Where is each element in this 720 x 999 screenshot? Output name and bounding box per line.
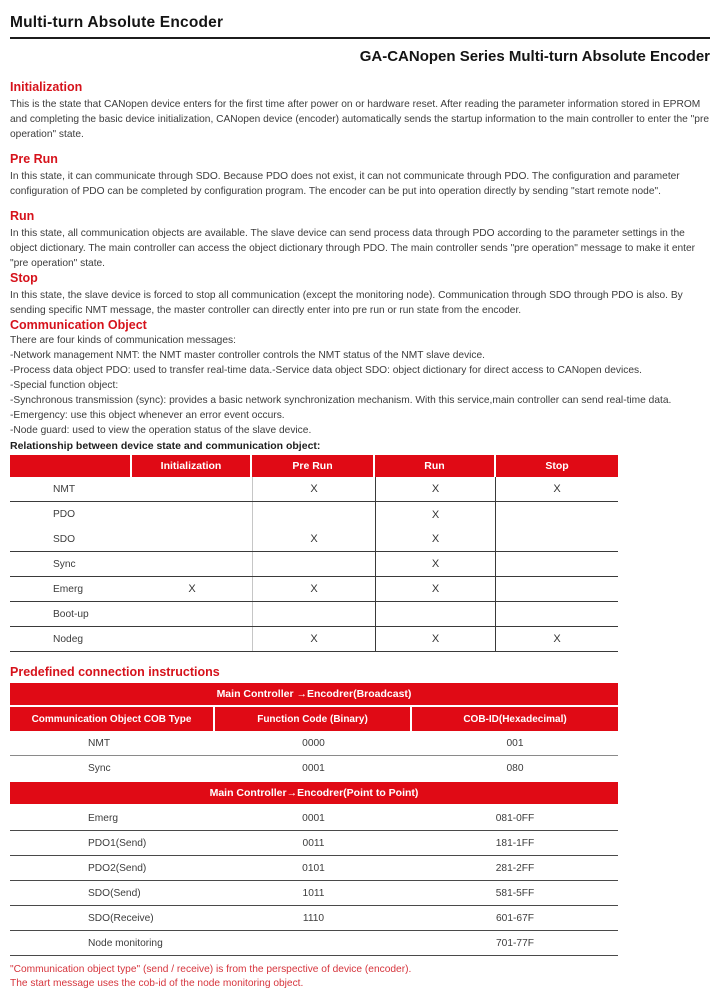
communication-object-line: -Process data object PDO: used to transfer real-time data.-Service data object SDO: object dictionary for direct access to CANopen devices.: [10, 365, 642, 376]
header-cell-stop: Stop: [496, 455, 618, 477]
section-heading-predefined: Predefined connection instructions: [10, 665, 220, 679]
cell: X: [375, 552, 496, 576]
section-heading-initialization: Initialization: [10, 80, 83, 94]
band-broadcast: Main Controller →Encodrer(Broadcast): [10, 683, 618, 705]
cell: [496, 502, 618, 527]
communication-object-line: -Synchronous transmission (sync): provides a basic network synchronization mechanism. With this service,main controller can send real-time data.: [10, 395, 672, 406]
cell-code: 1011: [302, 887, 325, 899]
row-label: PDO: [53, 509, 76, 520]
cell: X: [553, 483, 561, 495]
cell-type: Emerg: [88, 812, 119, 824]
cell: X: [252, 477, 375, 501]
table-row-sdo-receive: [10, 906, 618, 931]
table-row-sync: [10, 552, 618, 577]
page-title: Multi-turn Absolute Encoder: [10, 14, 224, 31]
communication-object-line: -Emergency: use this object whenever an error event occurs.: [10, 410, 285, 421]
predefined-table-header-row: [10, 707, 618, 731]
cell-cob-id: 601-67F: [496, 912, 534, 924]
section-heading-pre-run: Pre Run: [10, 152, 58, 166]
cell-type: SDO(Send): [88, 887, 141, 899]
table-row-emerg: [10, 577, 618, 602]
cell-code: 0000: [302, 737, 325, 749]
table-row-boot-up: [10, 602, 618, 627]
cell: [132, 552, 252, 576]
cell: [132, 477, 252, 501]
cell: [132, 502, 252, 527]
communication-object-line: -Node guard: used to view the operation status of the slave device.: [10, 425, 312, 436]
footnote-line: The start message uses the cob-id of the node monitoring object.: [10, 977, 304, 989]
table-row-sync-broadcast: [10, 756, 618, 781]
section-paragraph-stop: In this state, the slave device is forced to stop all communication (except the monitoring node). Communication through SDO through PDO is also. By sending specific NMT message, the master controller can directly enter into pre run or run state from the encoder.: [10, 290, 683, 316]
header-cell-run: Run: [375, 455, 496, 477]
cell-type: Node monitoring: [88, 937, 163, 949]
table-row-sdo-send: [10, 881, 618, 906]
cell: [132, 627, 252, 651]
cell-cob-id: 701-77F: [496, 937, 534, 949]
cell: X: [375, 477, 496, 501]
cell-code: 1110: [302, 912, 325, 924]
footnote-line: "Communication object type" (send / receive) is from the perspective of device (encoder).: [10, 964, 412, 975]
header-cell-cob-id: COB-ID(Hexadecimal): [412, 707, 618, 731]
cell: X: [252, 577, 375, 601]
communication-object-line: -Special function object:: [10, 380, 119, 391]
table-row-nmt-broadcast: [10, 731, 618, 756]
header-cell-cob-type: Communication Object COB Type: [10, 707, 215, 731]
cell: X: [188, 583, 196, 595]
section-heading-run: Run: [10, 209, 35, 223]
cell-code: 0101: [302, 862, 325, 874]
cell: [132, 602, 252, 626]
section-paragraph-pre-run: In this state, it can communicate through SDO. Because PDO does not exist, it can not communicate through PDO. The configuration and parameter configuration of PDO can be completed by configuration program. The encoder can be put into operation directly by sending "start remote node".: [10, 171, 680, 197]
predefined-connection-table: [10, 683, 618, 956]
footnotes: [10, 963, 710, 990]
cell: X: [375, 627, 496, 651]
section-heading-stop: Stop: [10, 271, 38, 285]
communication-object-line: -Network management NMT: the NMT master controller controls the NMT status of the NMT slave device.: [10, 350, 486, 361]
cell: X: [375, 577, 496, 601]
table-row-pdo1-send: [10, 831, 618, 856]
cell-cob-id: 001: [506, 737, 524, 749]
cell: X: [553, 633, 561, 645]
cell: [496, 527, 618, 551]
row-label: Boot-up: [53, 608, 89, 620]
relationship-table-header-row: [10, 455, 618, 477]
header-cell-function-code: Function Code (Binary): [215, 707, 412, 731]
band-point-to-point: Main Controller→Encodrer(Point to Point): [10, 782, 618, 804]
title-rule: [10, 37, 710, 39]
cell-type: Sync: [88, 763, 111, 774]
row-label: Sync: [53, 558, 76, 570]
header-cell-pre-run: Pre Run: [252, 455, 375, 477]
table-row-nmt: [10, 477, 618, 502]
table-row-nodeg: [10, 627, 618, 652]
cell: [132, 527, 252, 551]
section-paragraph-run: In this state, all communication objects are available. The slave device can send process data through PDO according to the parameter settings in the object dictionary. The main controller can access the object dictionary through PDO. The main controller sends "pre operation" message to make it enter "pre operation" state.: [10, 228, 696, 269]
cell-code: 0001: [302, 812, 325, 824]
cell-cob-id: 080: [506, 763, 524, 774]
table-row-pdo: [10, 502, 618, 527]
cell-code: [215, 931, 412, 955]
cell: X: [252, 527, 375, 551]
section-heading-communication-object: Communication Object: [10, 318, 147, 332]
cell: X: [375, 502, 496, 527]
cell-type: SDO(Receive): [88, 912, 154, 924]
header-cell-initialization: Initialization: [132, 455, 252, 477]
relationship-table-caption: Relationship between device state and communication object:: [10, 440, 321, 452]
cell-cob-id: 181-1FF: [495, 837, 535, 849]
cell-type: PDO2(Send): [88, 862, 147, 874]
cell: X: [375, 527, 496, 551]
row-label: Nodeg: [53, 633, 84, 645]
cell: [375, 602, 496, 626]
page-subtitle: GA-CANopen Series Multi-turn Absolute Encoder: [359, 48, 710, 65]
cell: [252, 552, 375, 576]
table-row-node-monitoring: [10, 931, 618, 956]
row-label: NMT: [53, 483, 76, 495]
cell-type: NMT: [88, 737, 111, 749]
cell-code: 0011: [302, 837, 325, 849]
section-paragraph-initialization: This is the state that CANopen device enters for the first time after power on or hardware reset. After reading the parameter information stored in EPROM and completing the basic device initialization, CANopen device (encoder) automatically sends the startup information to the main controller to enter the "pre operation" state.: [10, 99, 710, 140]
relationship-table: [10, 455, 618, 652]
cell-cob-id: 281-2FF: [495, 862, 535, 874]
cell: X: [252, 627, 375, 651]
table-row-emerg-p2p: [10, 806, 618, 831]
communication-object-line: There are four kinds of communication messages:: [10, 335, 236, 346]
table-row-sdo: [10, 527, 618, 552]
row-label: Emerg: [53, 583, 84, 595]
cell: [496, 577, 618, 601]
cell: [496, 602, 618, 626]
cell: [252, 502, 375, 527]
cell-type: PDO1(Send): [88, 837, 147, 849]
cell: [252, 602, 375, 626]
cell: [496, 552, 618, 576]
header-cell-blank: [10, 455, 132, 477]
cell-cob-id: 581-5FF: [495, 887, 535, 899]
cell-code: 0001: [302, 763, 325, 774]
row-label: SDO: [53, 533, 76, 545]
table-row-pdo2-send: [10, 856, 618, 881]
cell-cob-id: 081-0FF: [495, 812, 535, 824]
